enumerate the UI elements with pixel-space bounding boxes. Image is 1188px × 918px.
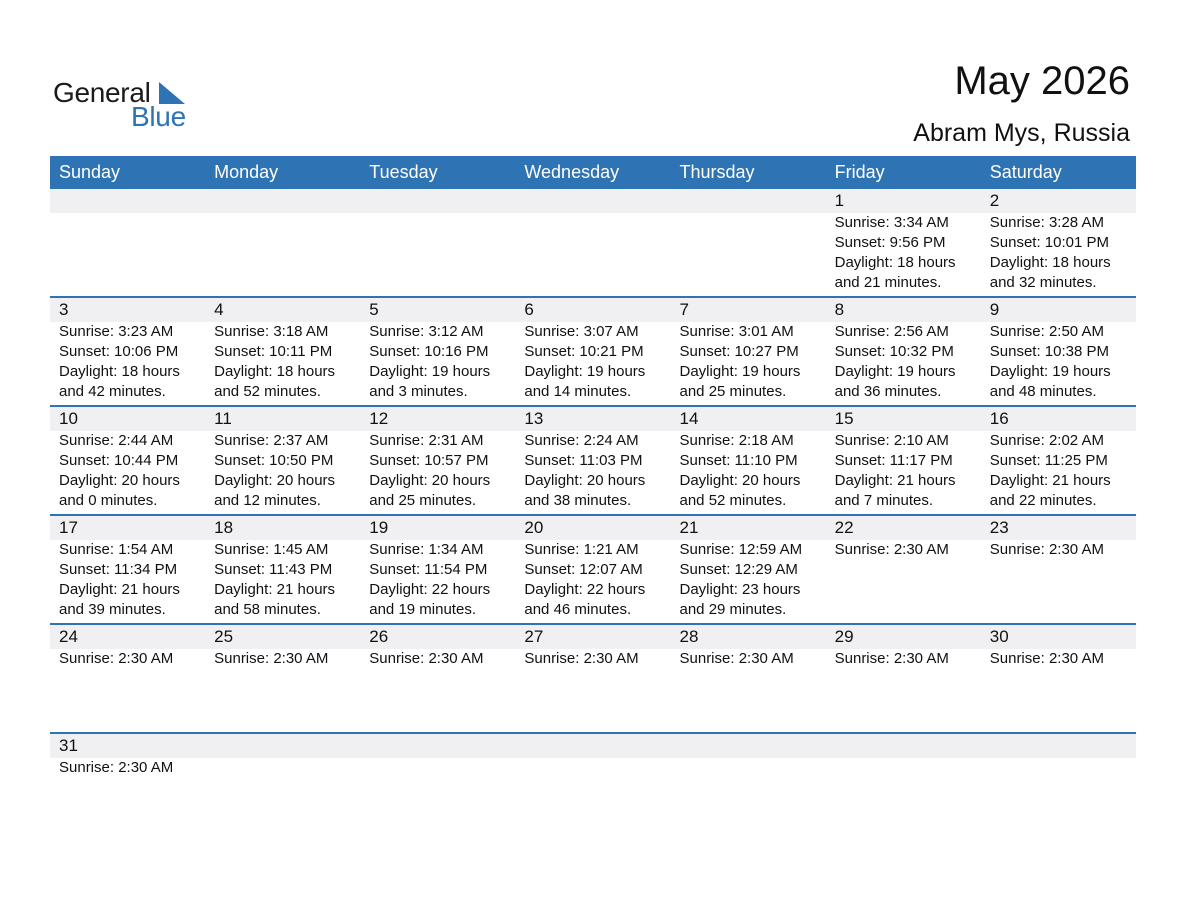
day-cell — [826, 516, 981, 623]
empty-day-cell — [205, 189, 360, 296]
day-cell — [515, 625, 670, 732]
day-number: 8 — [834, 300, 845, 319]
day-number: 3 — [59, 300, 69, 319]
daylight-minutes-text: and 14 minutes. — [524, 383, 632, 400]
day-number: 18 — [214, 518, 234, 537]
sunrise-text: Sunrise: 2:24 AM — [524, 432, 639, 449]
daylight-text: Daylight: 19 hours — [989, 363, 1111, 380]
day-number: 9 — [989, 300, 1000, 319]
daylight-text: Daylight: 19 hours — [679, 363, 801, 380]
sunrise-text: Sunrise: 3:12 AM — [369, 323, 484, 340]
day-number: 21 — [679, 518, 699, 537]
calendar-week-row — [50, 407, 1136, 516]
weekday-header — [50, 156, 1136, 189]
sunrise-text: Sunrise: 2:30 AM — [834, 650, 949, 667]
sunrise-text: Sunrise: 2:30 AM — [59, 759, 174, 776]
calendar-grid — [50, 156, 1136, 843]
weekday-sunday: Sunday — [59, 162, 121, 182]
daylight-text: Daylight: 20 hours — [369, 472, 491, 489]
week-days — [50, 189, 1136, 296]
day-number: 13 — [524, 409, 544, 428]
daylight-minutes-text: and 38 minutes. — [524, 492, 632, 509]
daylight-minutes-text: and 36 minutes. — [834, 383, 942, 400]
week-days — [50, 625, 1136, 732]
day-cell — [50, 298, 205, 405]
sunrise-text: Sunrise: 3:34 AM — [834, 214, 949, 231]
sunrise-text: Sunrise: 2:37 AM — [214, 432, 329, 449]
day-number: 12 — [369, 409, 389, 428]
sunset-text: Sunset: 11:43 PM — [214, 561, 333, 578]
sunrise-text: Sunrise: 2:30 AM — [524, 650, 639, 667]
day-cell — [981, 625, 1136, 732]
daylight-minutes-text: and 29 minutes. — [679, 601, 787, 618]
day-number: 15 — [834, 409, 854, 428]
calendar-location: Abram Mys, Russia — [913, 119, 1130, 147]
day-cell — [671, 298, 826, 405]
day-number: 11 — [214, 409, 232, 428]
sunrise-text: Sunrise: 2:50 AM — [989, 323, 1104, 340]
day-number: 19 — [369, 518, 389, 537]
weekday-friday: Friday — [834, 162, 885, 182]
sunset-text: Sunset: 11:34 PM — [59, 561, 178, 578]
day-number: 25 — [214, 627, 234, 646]
sunrise-text: Sunrise: 12:59 AM — [679, 541, 803, 558]
sunset-text: Sunset: 11:54 PM — [369, 561, 488, 578]
day-number — [369, 189, 515, 213]
daylight-text: Daylight: 19 hours — [524, 363, 646, 380]
day-cell — [360, 298, 515, 405]
daylight-text: Daylight: 18 hours — [59, 363, 180, 380]
sunset-text: Sunset: 11:10 PM — [679, 452, 798, 469]
day-cell — [981, 516, 1136, 623]
sunrise-text: Sunrise: 2:10 AM — [834, 432, 949, 449]
daylight-minutes-text: and 39 minutes. — [59, 601, 166, 618]
day-number: 29 — [834, 627, 854, 646]
sunset-text: Sunset: 10:16 PM — [369, 343, 489, 360]
daylight-minutes-text: and 46 minutes. — [524, 601, 632, 618]
day-number: 16 — [989, 409, 1009, 428]
day-cell — [826, 189, 981, 296]
weekday-tuesday: Tuesday — [369, 162, 438, 182]
week-days — [50, 516, 1136, 623]
sunrise-text: Sunrise: 2:31 AM — [369, 432, 484, 449]
day-number: 22 — [834, 518, 854, 537]
day-cell — [205, 516, 360, 623]
sunrise-text: Sunrise: 1:21 AM — [524, 541, 639, 558]
sunset-text: Sunset: 9:56 PM — [834, 234, 946, 251]
day-number — [214, 189, 360, 213]
weekday-saturday: Saturday — [989, 162, 1062, 182]
daylight-minutes-text: and 58 minutes. — [214, 601, 321, 618]
day-cell — [205, 407, 360, 514]
empty-day-cell — [50, 189, 205, 296]
day-number: 1 — [834, 191, 845, 210]
sunrise-text: Sunrise: 2:44 AM — [59, 432, 174, 449]
empty-day-cell — [515, 189, 670, 296]
sunset-text: Sunset: 11:25 PM — [989, 452, 1108, 469]
daylight-minutes-text: and 22 minutes. — [989, 492, 1097, 509]
daylight-text: Daylight: 21 hours — [214, 581, 336, 598]
week-days — [50, 298, 1136, 405]
sunrise-text: Sunrise: 3:18 AM — [214, 323, 329, 340]
daylight-text: Daylight: 20 hours — [679, 472, 801, 489]
sunset-text: Sunset: 10:11 PM — [214, 343, 333, 360]
daylight-minutes-text: and 48 minutes. — [989, 383, 1097, 400]
empty-day-cell — [671, 189, 826, 296]
day-number — [524, 189, 670, 213]
daylight-text: Daylight: 19 hours — [369, 363, 491, 380]
day-cell — [981, 407, 1136, 514]
week-days — [50, 734, 1136, 843]
sunrise-text: Sunrise: 2:30 AM — [989, 541, 1104, 558]
sunset-text: Sunset: 11:17 PM — [834, 452, 953, 469]
day-cell — [360, 407, 515, 514]
sunset-text: Sunset: 10:01 PM — [989, 234, 1109, 251]
sunrise-text: Sunrise: 3:23 AM — [59, 323, 174, 340]
daylight-minutes-text: and 25 minutes. — [369, 492, 476, 509]
day-number: 20 — [524, 518, 544, 537]
daylight-text: Daylight: 22 hours — [524, 581, 646, 598]
sunset-text: Sunset: 10:44 PM — [59, 452, 179, 469]
day-cell — [671, 516, 826, 623]
sunset-text: Sunset: 10:57 PM — [369, 452, 489, 469]
calendar-weeks — [50, 189, 1136, 843]
daylight-text: Daylight: 22 hours — [369, 581, 491, 598]
day-number: 10 — [59, 409, 78, 428]
day-number: 23 — [989, 518, 1009, 537]
sunrise-text: Sunrise: 1:34 AM — [369, 541, 484, 558]
day-cell — [826, 298, 981, 405]
daylight-text: Daylight: 18 hours — [834, 254, 956, 271]
daylight-minutes-text: and 32 minutes. — [989, 274, 1097, 291]
sunset-text: Sunset: 10:06 PM — [59, 343, 179, 360]
daylight-minutes-text: and 52 minutes. — [679, 492, 787, 509]
brand-logo — [53, 78, 193, 130]
daylight-text: Daylight: 18 hours — [989, 254, 1111, 271]
daylight-text: Daylight: 20 hours — [214, 472, 336, 489]
daylight-text: Daylight: 23 hours — [679, 581, 801, 598]
sunset-text: Sunset: 10:32 PM — [834, 343, 954, 360]
day-cell — [515, 298, 670, 405]
day-cell — [50, 407, 205, 514]
sunrise-text: Sunrise: 2:30 AM — [369, 650, 484, 667]
daylight-text: Daylight: 20 hours — [59, 472, 180, 489]
sunrise-text: Sunrise: 2:30 AM — [59, 650, 174, 667]
day-number: 26 — [369, 627, 389, 646]
calendar-week-row — [50, 734, 1136, 843]
logo-text-general: General — [53, 77, 151, 108]
sunrise-text: Sunrise: 2:30 AM — [679, 650, 794, 667]
sunrise-text: Sunrise: 2:56 AM — [834, 323, 949, 340]
day-number — [59, 189, 205, 213]
day-number: 6 — [524, 300, 534, 319]
day-number: 31 — [59, 736, 78, 755]
sunrise-text: Sunrise: 2:02 AM — [989, 432, 1104, 449]
logo-text-blue: Blue — [131, 101, 186, 132]
daylight-text: Daylight: 21 hours — [989, 472, 1111, 489]
day-number: 27 — [524, 627, 544, 646]
day-cell — [671, 625, 826, 732]
calendar-week-row — [50, 298, 1136, 407]
day-number: 28 — [679, 627, 699, 646]
daylight-minutes-text: and 12 minutes. — [214, 492, 321, 509]
sunrise-text: Sunrise: 3:28 AM — [989, 214, 1104, 231]
sunrise-text: Sunrise: 1:54 AM — [59, 541, 174, 558]
day-cell — [50, 625, 205, 732]
sunrise-text: Sunrise: 1:45 AM — [214, 541, 329, 558]
daylight-text: Daylight: 21 hours — [834, 472, 956, 489]
sunrise-text: Sunrise: 2:30 AM — [834, 541, 949, 558]
daylight-minutes-text: and 52 minutes. — [214, 383, 321, 400]
day-cell — [50, 516, 205, 623]
day-cell — [981, 298, 1136, 405]
sunrise-text: Sunrise: 3:01 AM — [679, 323, 794, 340]
sunrise-text: Sunrise: 2:18 AM — [679, 432, 794, 449]
day-number: 14 — [679, 409, 699, 428]
calendar-week-row — [50, 516, 1136, 625]
day-cell — [360, 625, 515, 732]
daylight-minutes-text: and 25 minutes. — [679, 383, 787, 400]
day-number: 17 — [59, 518, 78, 537]
sunrise-text: Sunrise: 2:30 AM — [989, 650, 1104, 667]
weekday-monday: Monday — [214, 162, 279, 182]
daylight-text: Daylight: 20 hours — [524, 472, 646, 489]
day-cell — [981, 189, 1136, 296]
sunset-text: Sunset: 10:50 PM — [214, 452, 334, 469]
sunrise-text: Sunrise: 2:30 AM — [214, 650, 329, 667]
empty-day-cell — [360, 189, 515, 296]
weekday-wednesday: Wednesday — [524, 162, 620, 182]
day-cell — [205, 625, 360, 732]
day-cell — [515, 407, 670, 514]
day-number — [680, 189, 826, 213]
day-cell — [826, 625, 981, 732]
daylight-minutes-text: and 7 minutes. — [834, 492, 934, 509]
day-number: 5 — [369, 300, 379, 319]
calendar-title: May 2026 — [954, 59, 1130, 103]
daylight-minutes-text: and 21 minutes. — [834, 274, 942, 291]
sunset-text: Sunset: 12:29 AM — [679, 561, 798, 578]
week-days — [50, 407, 1136, 514]
daylight-minutes-text: and 42 minutes. — [59, 383, 166, 400]
day-number: 7 — [679, 300, 689, 319]
day-cell — [360, 516, 515, 623]
sunset-text: Sunset: 11:03 PM — [524, 452, 643, 469]
calendar-week-row — [50, 189, 1136, 298]
day-number: 4 — [214, 300, 224, 319]
day-cell — [50, 734, 205, 843]
day-cell — [205, 298, 360, 405]
daylight-minutes-text: and 0 minutes. — [59, 492, 158, 509]
sunset-text: Sunset: 10:38 PM — [989, 343, 1109, 360]
calendar-week-row — [50, 625, 1136, 734]
daylight-text: Daylight: 19 hours — [834, 363, 956, 380]
day-number: 2 — [989, 191, 1000, 210]
day-cell — [515, 516, 670, 623]
day-number: 24 — [59, 627, 78, 646]
sunset-text: Sunset: 10:21 PM — [524, 343, 644, 360]
day-cell — [826, 407, 981, 514]
sunset-text: Sunset: 12:07 AM — [524, 561, 643, 578]
weekday-thursday: Thursday — [679, 162, 755, 182]
daylight-text: Daylight: 21 hours — [59, 581, 180, 598]
daylight-minutes-text: and 19 minutes. — [369, 601, 476, 618]
daylight-minutes-text: and 3 minutes. — [369, 383, 468, 400]
day-cell — [671, 407, 826, 514]
sunset-text: Sunset: 10:27 PM — [679, 343, 799, 360]
daylight-text: Daylight: 18 hours — [214, 363, 336, 380]
day-number: 30 — [989, 627, 1009, 646]
sunrise-text: Sunrise: 3:07 AM — [524, 323, 639, 340]
